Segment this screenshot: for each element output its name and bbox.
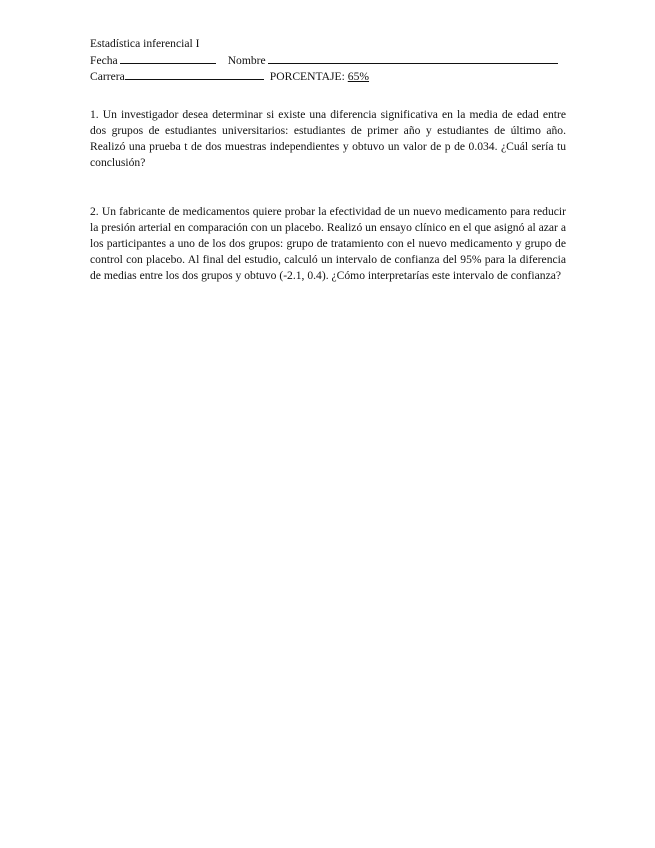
fecha-blank bbox=[120, 52, 216, 64]
exam-header bbox=[90, 36, 566, 84]
question-2: 2. Un fabricante de medicamentos quiere probar la efectividad de un nuevo medicamento para reducir la presión arterial en comparación con un placebo. Realizó un ensayo clínico en el que asignó al azar a los participantes a uno de los dos grupos: grupo de tratamiento con el nuevo medicamento y grupo de control con placebo. Al final del estudio, calculó un intervalo de confianza del 95% para la diferencia de medias entre los dos grupos y obtuvo (-2.1, 0.4). ¿Cómo interpretarías este intervalo de confianza? bbox=[90, 205, 566, 282]
carrera-porcentaje-line bbox=[90, 68, 566, 84]
nombre-label: Nombre bbox=[227, 54, 266, 67]
nombre-blank bbox=[268, 52, 558, 64]
question-1: 1. Un investigador desea determinar si existe una diferencia significativa en la media de edad entre dos grupos de estudiantes universitarios: estudiantes de primer año y estudiantes de último año. Realizó una prueba t de dos muestras independientes y obtuvo un valor de p de 0.034. ¿Cuál sería tu conclusión? bbox=[90, 108, 566, 169]
carrera-blank bbox=[125, 68, 264, 80]
carrera-label: Carrera bbox=[90, 70, 125, 83]
porcentaje-value: 65% bbox=[347, 70, 370, 83]
fecha-label: Fecha bbox=[90, 54, 118, 67]
course-title: Estadística inferencial I bbox=[90, 37, 200, 50]
fecha-nombre-line bbox=[90, 52, 566, 68]
course-title-line bbox=[90, 36, 566, 52]
porcentaje-label: PORCENTAJE: bbox=[269, 70, 345, 83]
